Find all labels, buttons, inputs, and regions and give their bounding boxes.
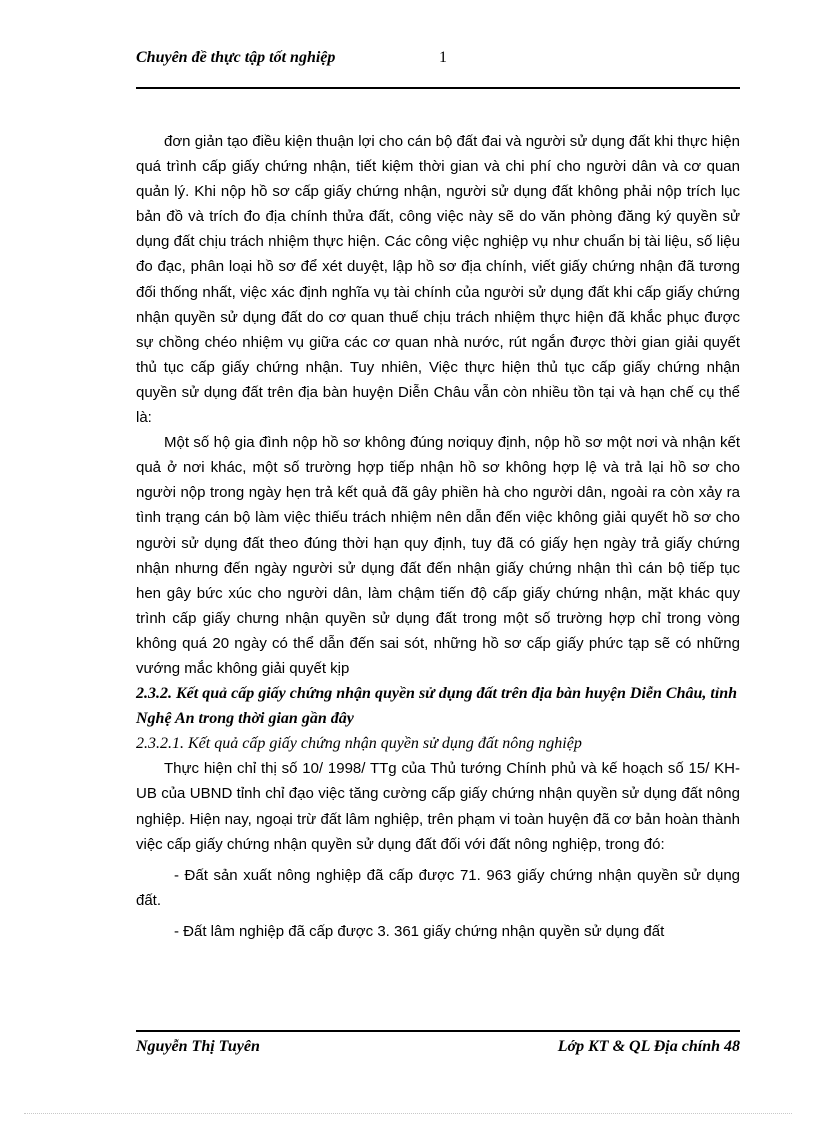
paragraph-2: Một số hộ gia đình nộp hồ sơ không đúng nơiquy định, nộp hồ sơ một nơi và nhận kết quả ở nơi khác, một số trường hợp tiếp nhận hồ sơ không hợp lệ và trả lại hồ sơ cho người nộp trong ngày hẹn trả kết quả đã gây phiền hà cho người dân, ngoài ra còn xảy ra tình trạng cán bộ làm việc thiếu trách nhiệm nên dẫn đến việc không giải quyết hồ sơ cho người sử dụng đất theo đúng thời hạn quy định, tuy đã có giấy hẹn ngày trả giấy chứng nhận nhưng đến ngày người sử dụng đất đến nhận giấy chứng nhận thì cán bộ tiếp tục hen gây bức xúc cho người dân, làm chậm tiến độ cấp giấy chứng nhận, mặt khác quy trình cấp giấy chưng nhận quyền sử dụng đất trong một số trường hợp chỉ trong vòng không quá 20 ngày có thể dẫn đến sai sót, những hồ sơ cấp giấy phức tạp sẽ có những vướng mắc không giải quyết kịp: [136, 434, 740, 677]
paragraph-1: đơn giản tạo điều kiện thuận lợi cho cán bộ đất đai và người sử dụng đất khi thực hiện quá trình cấp giấy chứng nhận, tiết kiệm thời gian và chi phí cho người dân và cơ quan quản lý. Khi nộp hồ sơ cấp giấy chứng nhận, người sử dụng đất không phải nộp trích lục bản đồ và trích đo địa chính thửa đất, công việc này sẽ do văn phòng đăng ký quyền sử dụng đất chịu trách nhiệm thực hiện. Các công việc nghiệp vụ như chuẩn bị tài liệu, số liệu đo đạc, phân loại hồ sơ để xét duyệt, lập hồ sơ địa chính, viết giấy chứng nhận đã tương đối thống nhất, việc xác định nghĩa vụ tài chính của người sử dụng đất khi cấp giấy chứng nhận quyền sử dụng đất do cơ quan thuế chịu trách nhiệm thực hiện đã khắc phục được sự chồng chéo nhiệm vụ giữa các cơ quan nhà nước, rút ngắn được thời gian giải quyết thủ tục cấp giấy chứng nhận. Tuy nhiên, Việc thực hiện thủ tục cấp giấy chứng nhận quyền sử dụng đất trên địa bàn huyện Diễn Châu vẫn còn nhiều tồn tại và hạn chế cụ thể là:: [136, 133, 740, 427]
footer-class-name: Lớp KT & QL Địa chính 48: [557, 1038, 740, 1055]
section-heading: 2.3.2. Kết quả cấp giấy chứng nhận quyền sử dụng đất trên địa bàn huyện Diễn Châu, tỉnh Nghệ An trong thời gian gần đây: [136, 685, 738, 728]
bullet-item-2: - Đất lâm nghiệp đã cấp được 3. 361 giấy chứng nhận quyền sử dụng đất: [174, 922, 665, 940]
bullet-item-1: - Đất sản xuất nông nghiệp đã cấp được 71. 963 giấy chứng nhận quyền sử dụng đất.: [136, 866, 740, 909]
document-title: Chuyên đề thực tập tốt nghiệp: [136, 49, 336, 66]
page-header: [136, 47, 740, 89]
paragraph-3: Thực hiện chỉ thị số 10/ 1998/ TTg của Thủ tướng Chính phủ và kế hoạch số 15/ KH-UB của UBND tỉnh chỉ đạo việc tăng cường cấp giấy chứng nhận quyền sử dụng đất nông nghiệp. Hiện nay, ngoại trừ đất lâm nghiệp, trên phạm vi toàn huyện đã cơ bản hoàn thành việc cấp giấy chứng nhận quyền sử dụng đất đối với đất nông nghiệp, trong đó:: [136, 760, 740, 853]
page-number: 1: [439, 49, 447, 66]
subsection-heading: 2.3.2.1. Kết quả cấp giấy chứng nhận quyền sử dụng đất nông nghiệp: [136, 735, 582, 753]
document-body: [136, 129, 740, 944]
page-footer: [136, 1030, 740, 1072]
page-edge-divider: [24, 1113, 792, 1114]
footer-author: Nguyễn Thị Tuyên: [136, 1038, 260, 1055]
